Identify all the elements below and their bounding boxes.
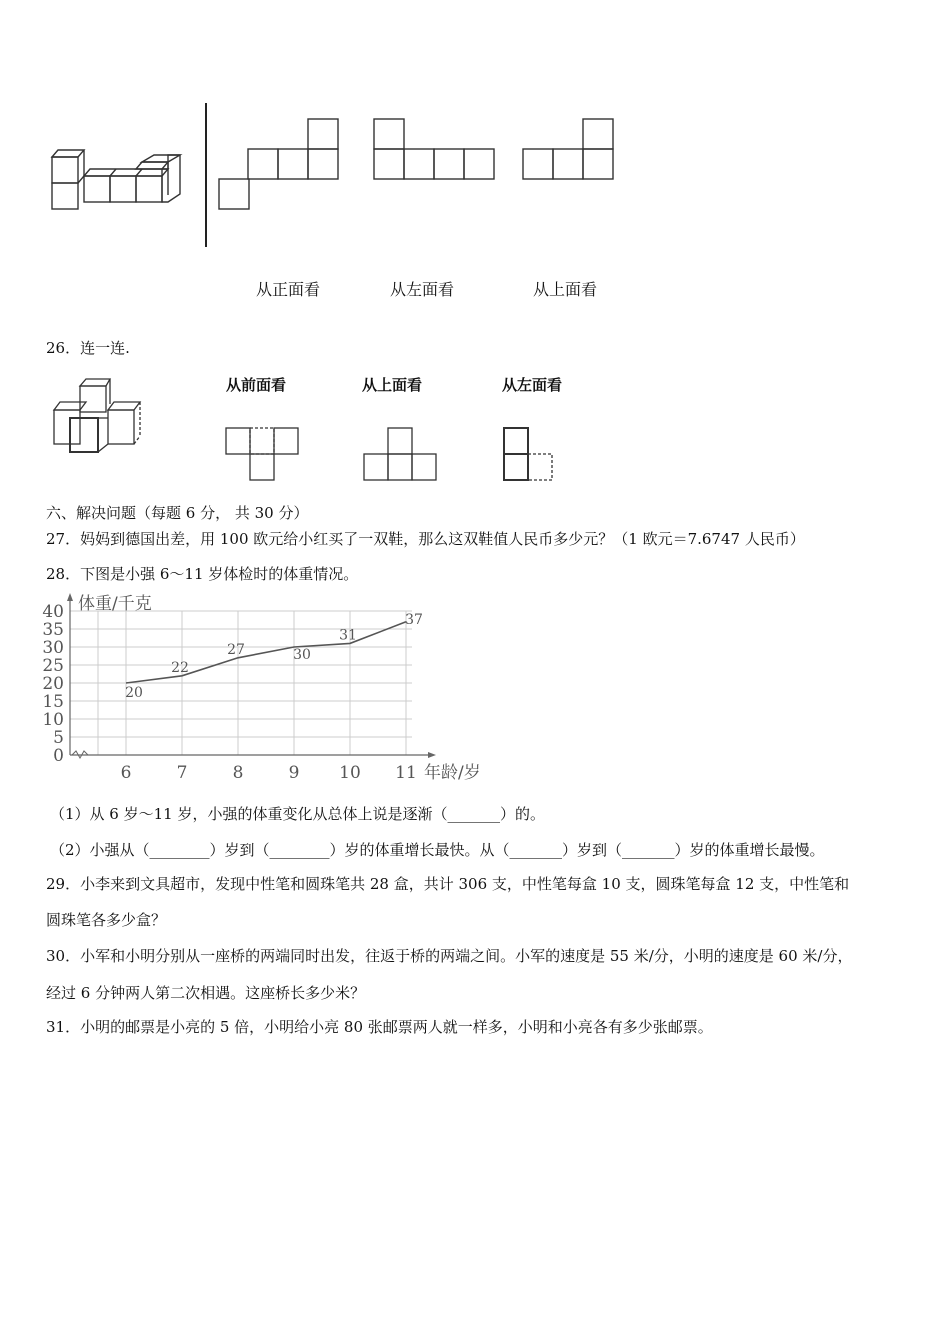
data-label: 22 [171,659,189,676]
fig25-left-view [373,118,495,180]
section6-title: 六、解决问题（每题 6 分， 共 30 分） [46,504,309,522]
y-tick-label: 30 [42,638,64,658]
y-axis-arrow [67,593,73,601]
y-tick-label: 40 [42,602,64,622]
fig25-label-top: 从上面看 [533,280,598,299]
y-tick-label: 25 [42,656,64,676]
q29-line2: 圆珠笔各多少盒？ [46,911,167,929]
fig25-divider [205,103,207,247]
q28-sub2: （2）小强从（________）岁到（________）岁的体重增长最快。从（_______）岁到（_______）岁的体重增长最慢。 [50,841,825,859]
fig25-front-view [218,118,340,210]
fig25-top-view [522,118,614,180]
data-label: 31 [339,627,357,644]
y-tick-label: 35 [42,620,64,640]
x-axis-arrow [428,752,436,758]
q30-line2: 经过 6 分钟两人第二次相遇。这座桥长多少米？ [46,984,366,1002]
series-line [126,622,406,683]
fig25-label-left: 从左面看 [390,280,455,299]
y-axis-title: 体重/千克 [78,594,152,614]
x-tick-label: 6 [120,763,132,783]
fig25-cube-stack [40,140,190,220]
y-tick-label: 5 [53,728,64,748]
q26-top-view [363,427,439,481]
y-tick-label: 15 [42,692,64,712]
q26-left-view [503,427,555,481]
x-tick-label: 8 [232,763,244,783]
data-label: 30 [293,647,311,663]
x-tick-label: 9 [288,763,300,783]
q26-front-view [225,427,301,481]
data-label: 20 [125,685,143,701]
q30-line1: 30．小军和小明分别从一座桥的两端同时出发，往返于桥的两端之间。小军的速度是 55 米/分，小明的速度是 60 米/分， [46,947,853,965]
y-tick-label: 0 [53,746,64,766]
q26-label-front: 从前面看 [226,376,287,394]
q26-label-left: 从左面看 [502,376,563,394]
q26-label-top: 从上面看 [362,376,423,394]
x-tick-label: 10 [339,763,361,783]
data-label: 37 [405,611,423,628]
x-tick-label: 11 [395,763,417,783]
x-tick-label: 7 [176,763,188,783]
q26-cube-figure [50,378,150,453]
data-label: 27 [227,641,245,658]
fig25-label-front: 从正面看 [256,280,321,299]
q31-text: 31．小明的邮票是小亮的 5 倍，小明给小亮 80 张邮票两人就一样多，小明和小亮各有多少张邮票。 [46,1018,713,1036]
q27-text: 27．妈妈到德国出差，用 100 欧元给小红买了一双鞋，那么这双鞋值人民币多少元？（1 欧元＝7.6747 人民币） [46,530,805,548]
q28-text: 28．下图是小强 6～11 岁体检时的体重情况。 [46,565,359,583]
q28-sub1: （1）从 6 岁～11 岁，小强的体重变化从总体上说是逐渐（_______）的。 [50,805,545,823]
y-tick-label: 10 [42,710,64,730]
x-axis-title: 年龄/岁 [424,763,481,783]
weight-line-chart [40,588,500,783]
y-tick-label: 20 [42,674,64,694]
q29-line1: 29．小李来到文具超市，发现中性笔和圆珠笔共 28 盒，共计 306 支，中性笔每盒 10 支，圆珠笔每盒 12 支，中性笔和 [46,875,850,893]
q26-title: 26．连一连. [46,339,130,357]
